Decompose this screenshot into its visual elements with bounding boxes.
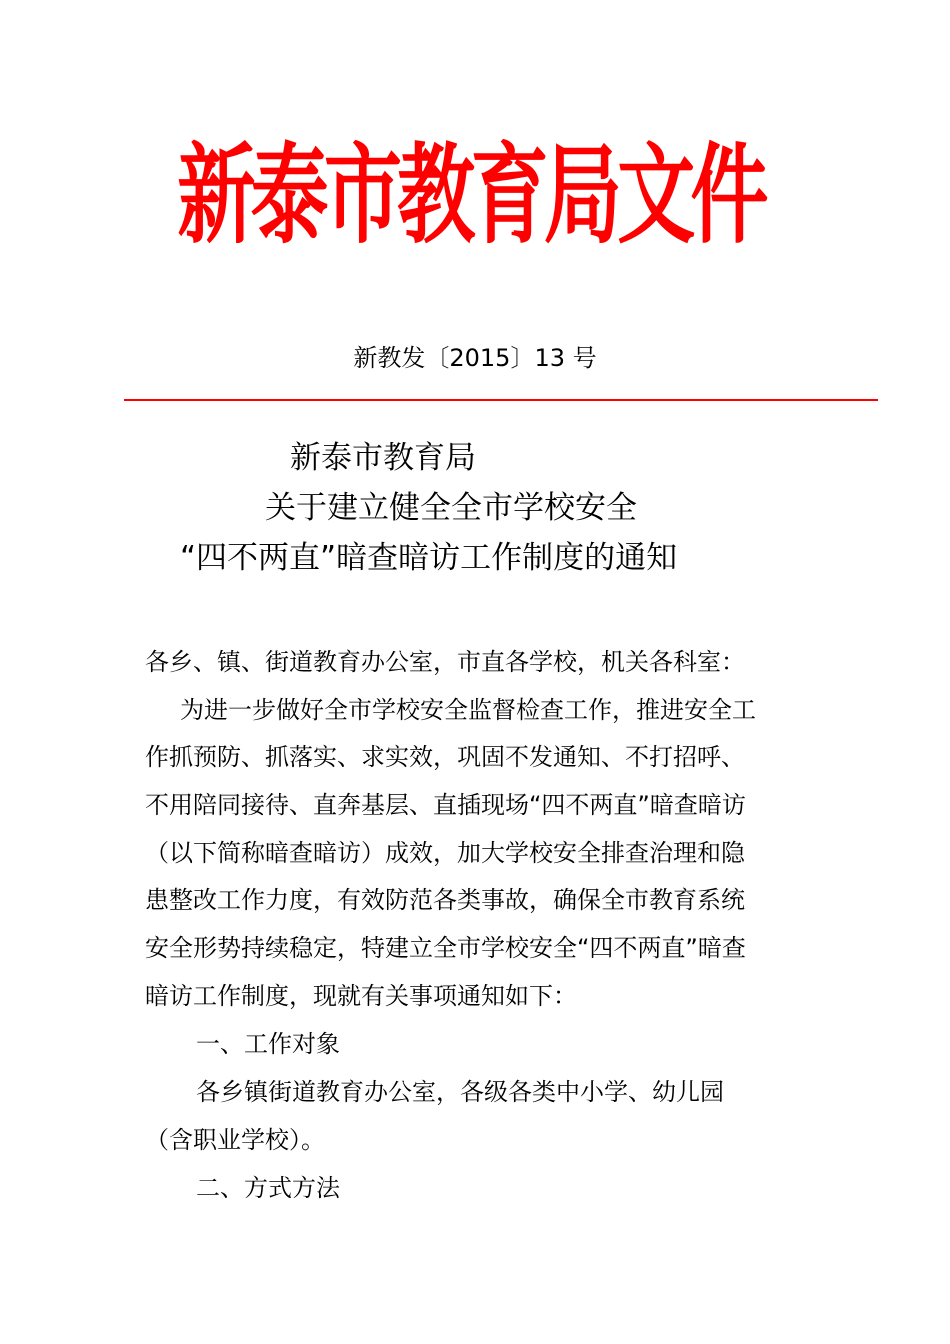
section-1-line: 各乡镇街道教育办公室，各级各类中小学、幼儿园	[196, 1078, 724, 1106]
intro-line: 患整改工作力度，有效防范各类事故，确保全市教育系统	[145, 886, 745, 914]
document-number: 新教发〔2015〕13 号	[353, 344, 597, 372]
section-1-line: （含职业学校）。	[145, 1126, 325, 1154]
title-line-2: 关于建立健全全市学校安全	[265, 490, 637, 526]
red-divider-line	[124, 399, 878, 401]
salutation: 各乡、镇、街道教育办公室，市直各学校，机关各科室：	[145, 648, 745, 676]
intro-line: 安全形势持续稳定，特建立全市学校安全“四不两直”暗查	[145, 934, 746, 962]
intro-line: 为进一步做好全市学校安全监督检查工作，推进安全工	[180, 696, 756, 724]
title-line-1: 新泰市教育局	[290, 440, 476, 476]
section-2-heading: 二、方式方法	[196, 1174, 340, 1202]
document-masthead: 新泰市教育局文件	[177, 132, 764, 259]
intro-line: 暗访工作制度，现就有关事项通知如下：	[145, 982, 577, 1010]
title-line-3: “四不两直”暗查暗访工作制度的通知	[180, 540, 678, 576]
section-1-heading: 一、工作对象	[196, 1030, 340, 1058]
intro-line: 不用陪同接待、直奔基层、直插现场“四不两直”暗查暗访	[145, 791, 746, 819]
intro-line: 作抓预防、抓落实、求实效，巩固不发通知、不打招呼、	[145, 743, 745, 771]
intro-line: （以下简称暗查暗访）成效，加大学校安全排查治理和隐	[145, 839, 745, 867]
